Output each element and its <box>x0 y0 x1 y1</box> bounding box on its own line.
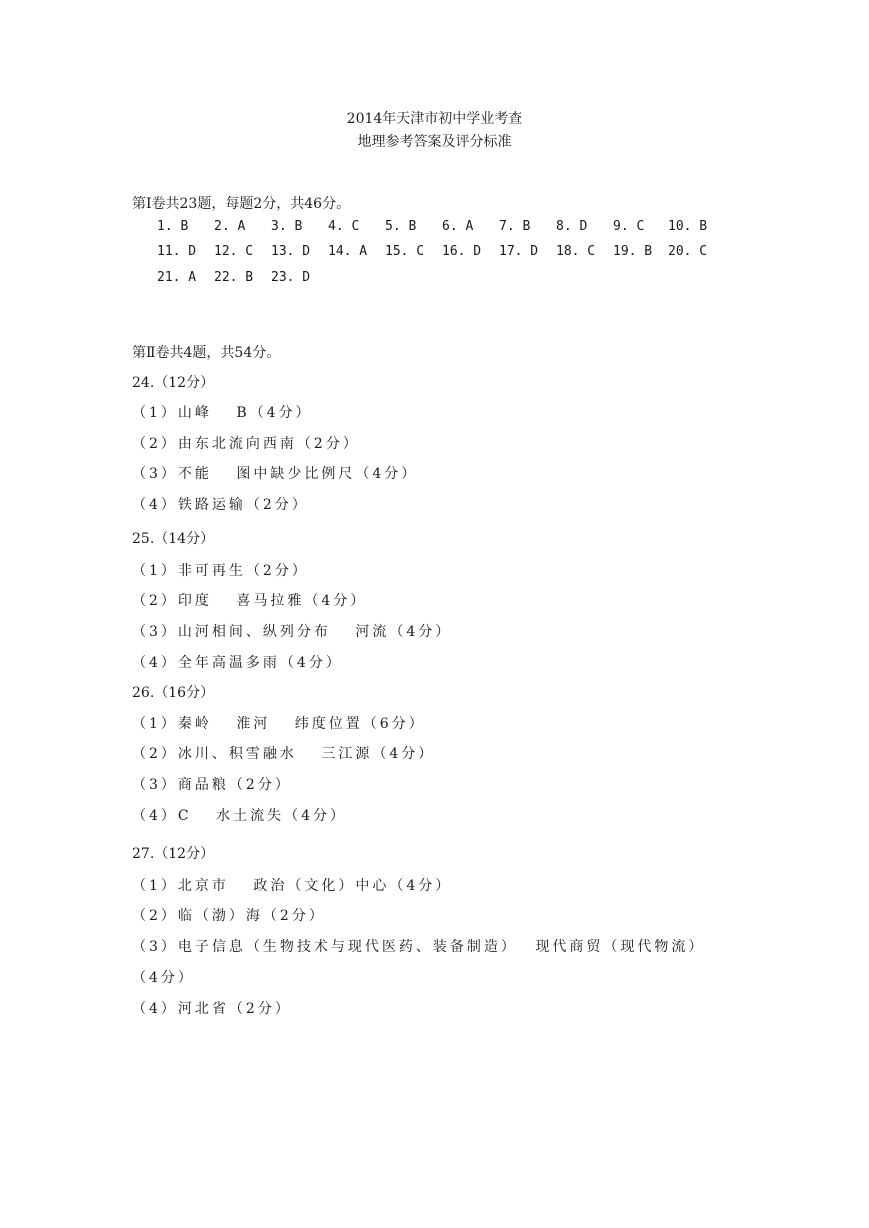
answer-cell: 15. C <box>385 244 425 259</box>
question-25-item-3: （3）山河相间、纵列分布 河流（4分） <box>132 624 453 640</box>
answer-cell: 12. C <box>214 244 254 259</box>
answer-cell: 10. B <box>668 219 708 234</box>
answer-cell: 23. D <box>271 270 311 285</box>
document-subtitle: 地理参考答案及评分标准 <box>357 134 512 150</box>
question-26-item-4: （4）C 水土流失（4分） <box>132 808 347 824</box>
answer-cell: 5. B <box>385 219 417 234</box>
question-25-item-1: （1）非可再生（2分） <box>132 563 309 579</box>
answer-cell: 21. A <box>157 270 197 285</box>
answer-cell: 14. A <box>328 244 368 259</box>
question-25-item-4: （4）全年高温多雨（4分） <box>132 655 343 671</box>
question-26-item-3: （3）商品粮（2分） <box>132 777 292 793</box>
question-26-item-1: （1）秦岭 淮河 纬度位置（6分） <box>132 716 426 732</box>
question-27-item-2: （2）临（渤）海（2分） <box>132 908 326 924</box>
answer-cell: 13. D <box>271 244 311 259</box>
answer-cell: 1. B <box>157 219 189 234</box>
answer-cell: 2. A <box>214 219 246 234</box>
part1-intro: 第Ⅰ卷共23题，每题2分，共46分。 <box>132 196 351 212</box>
question-24-item-3: （3）不能 图中缺少比例尺（4分） <box>132 466 419 482</box>
answer-cell: 20. C <box>668 244 708 259</box>
answer-cell: 16. D <box>442 244 482 259</box>
question-26-item-2: （2）冰川、积雪融水 三江源（4分） <box>132 746 436 762</box>
answer-cell: 22. B <box>214 270 254 285</box>
question-24-item-4: （4）铁路运输（2分） <box>132 497 309 513</box>
question-27-item-1: （1）北京市 政治（文化）中心（4分） <box>132 878 453 894</box>
question-24-heading: 24.（12分） <box>132 375 215 391</box>
answer-cell: 19. B <box>613 244 653 259</box>
part2-intro: 第Ⅱ卷共4题，共54分。 <box>132 345 281 361</box>
answer-cell: 4. C <box>328 219 360 234</box>
question-26-heading: 26.（16分） <box>132 685 215 701</box>
question-24-item-2: （2）由东北流向西南（2分） <box>132 436 360 452</box>
answer-cell: 9. C <box>613 219 645 234</box>
answer-cell: 17. D <box>499 244 539 259</box>
question-24-item-1: （1）山峰 B（4分） <box>132 405 313 421</box>
answer-cell: 11. D <box>157 244 197 259</box>
question-27-item-4: （4）河北省（2分） <box>132 1001 292 1017</box>
question-27-item-3: （3）电子信息（生物技术与现代医药、装备制造） 现代商贸（现代物流） <box>132 939 706 955</box>
question-25-heading: 25.（14分） <box>132 531 215 547</box>
answer-cell: 7. B <box>499 219 531 234</box>
question-27-item-3-continued: （4分） <box>132 970 195 986</box>
answer-cell: 3. B <box>271 219 303 234</box>
answer-cell: 6. A <box>442 219 474 234</box>
question-25-item-2: （2）印度 喜马拉雅（4分） <box>132 593 368 609</box>
question-27-heading: 27.（12分） <box>132 846 215 862</box>
answer-cell: 18. C <box>556 244 596 259</box>
answer-cell: 8. D <box>556 219 588 234</box>
document-title: 2014年天津市初中学业考查 <box>346 111 523 127</box>
